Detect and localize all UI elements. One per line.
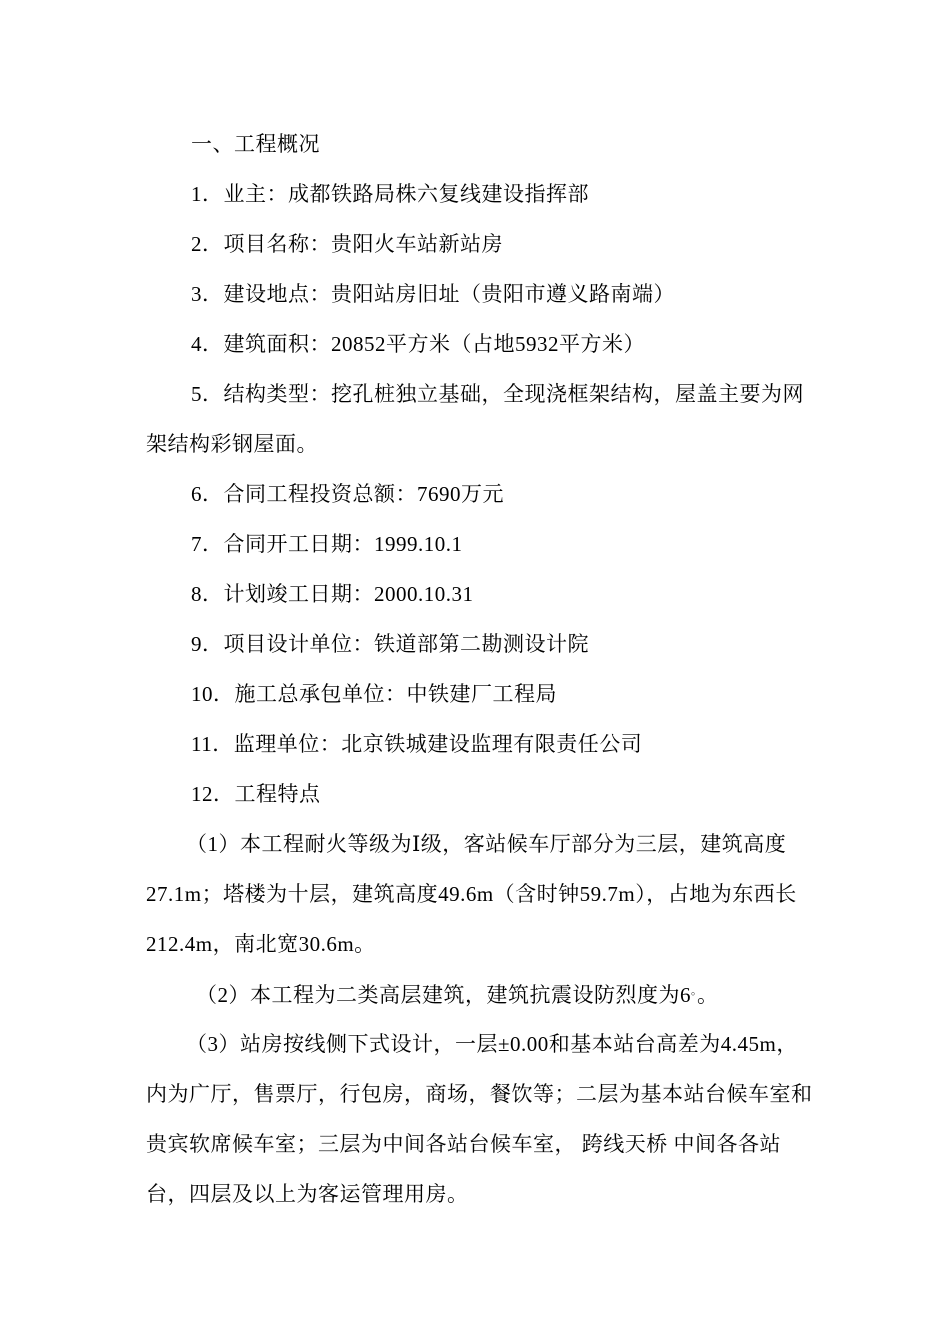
item-structure-line-1: 5．结构类型：挖孔桩独立基础，全现浇框架结构，屋盖主要为网	[191, 382, 804, 406]
feature-3-line-3: 贵宾软席候车室；三层为中间各站台候车室， 跨线天桥 中间各各站	[146, 1132, 781, 1156]
item-project-name: 2．项目名称：贵阳火车站新站房	[191, 232, 503, 256]
item-location: 3．建设地点：贵阳站房旧址（贵阳市遵义路南端）	[191, 282, 675, 306]
item-completion-date: 8．计划竣工日期：2000.10.31	[191, 582, 474, 606]
item-owner: 1．业主：成都铁路局株六复线建设指挥部	[191, 182, 589, 206]
feature-1-line-2: 27.1m；塔楼为十层，建筑高度49.6m（含时钟59.7m），占地为东西长	[146, 882, 797, 906]
item-design-unit: 9．项目设计单位：铁道部第二勘测设计院	[191, 632, 589, 656]
item-structure-line-2: 架结构彩钢屋面。	[146, 432, 318, 456]
item-investment: 6．合同工程投资总额：7690万元	[191, 482, 504, 506]
feature-1-line-1: （1）本工程耐火等级为Ⅰ级，客站候车厅部分为三层，建筑高度	[186, 832, 787, 856]
feature-3-line-4: 台，四层及以上为客运管理用房。	[146, 1182, 469, 1206]
section-heading: 一、工程概况	[191, 132, 320, 156]
feature-1-line-3: 212.4m，南北宽30.6m。	[146, 932, 376, 956]
degree-mark: 。	[691, 985, 697, 997]
feature-2-text: （2）本工程为二类高层建筑，建筑抗震设防烈度为6	[196, 983, 691, 1007]
item-area: 4．建筑面积：20852平方米（占地5932平方米）	[191, 332, 645, 356]
item-features-heading: 12．工程特点	[191, 782, 321, 806]
feature-3-line-2: 内为广厅，售票厅，行包房，商场，餐饮等；二层为基本站台候车室和	[146, 1082, 813, 1106]
feature-2-line	[196, 980, 719, 1010]
feature-3-line-1: （3）站房按线侧下式设计，一层±0.00和基本站台高差为4.45m，	[186, 1032, 798, 1056]
item-supervisor: 11．监理单位：北京铁城建设监理有限责任公司	[191, 732, 643, 756]
item-contractor: 10．施工总承包单位：中铁建厂工程局	[191, 682, 557, 706]
feature-2-period: 。	[697, 983, 719, 1007]
item-start-date: 7．合同开工日期：1999.10.1	[191, 532, 463, 556]
